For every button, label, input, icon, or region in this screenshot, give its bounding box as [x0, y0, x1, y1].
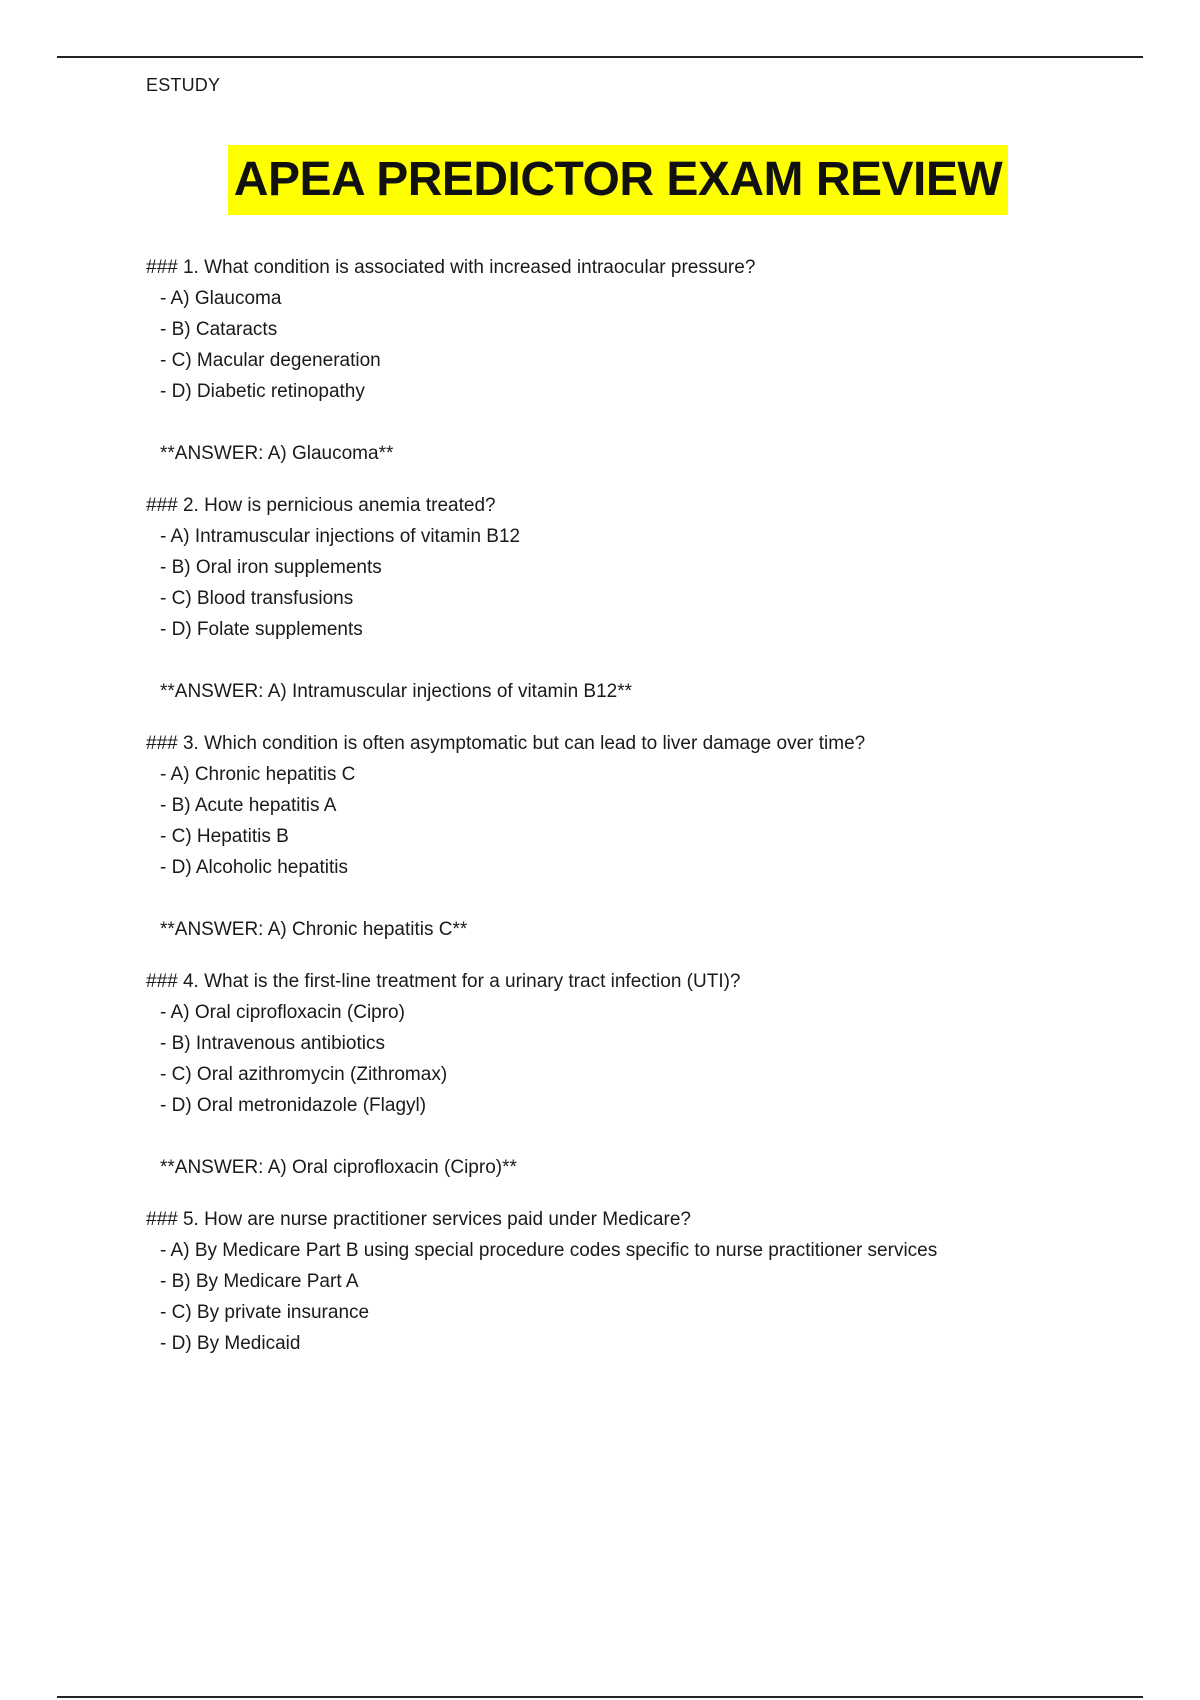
question-1: [146, 252, 1146, 469]
option-list: [146, 521, 1146, 645]
question-list: [146, 252, 1146, 1380]
question-text: ### 4. What is the first-line treatment for a urinary tract infection (UTI)?: [146, 971, 741, 992]
option-list: [146, 759, 1146, 883]
document-title: APEA PREDICTOR EXAM REVIEW: [228, 145, 1008, 215]
option-c: - C) Macular degeneration: [160, 350, 381, 371]
answer-line: **ANSWER: A) Chronic hepatitis C**: [160, 919, 468, 940]
answer-line: **ANSWER: A) Oral ciprofloxacin (Cipro)**: [160, 1157, 517, 1178]
option-c: - C) Hepatitis B: [160, 826, 289, 847]
option-d: - D) Alcoholic hepatitis: [160, 857, 348, 878]
option-d: - D) By Medicaid: [160, 1333, 301, 1354]
option-list: [146, 997, 1146, 1121]
option-c: - C) By private insurance: [160, 1302, 370, 1323]
answer-line: **ANSWER: A) Glaucoma**: [160, 443, 394, 464]
option-d: - D) Diabetic retinopathy: [160, 381, 365, 402]
question-text: ### 2. How is pernicious anemia treated?: [146, 495, 496, 516]
question-3: [146, 728, 1146, 945]
option-b: - B) By Medicare Part A: [160, 1271, 359, 1292]
question-text: ### 3. Which condition is often asymptomatic but can lead to liver damage over time?: [146, 733, 866, 754]
question-text: ### 1. What condition is associated with increased intraocular pressure?: [146, 257, 756, 278]
option-c: - C) Blood transfusions: [160, 588, 354, 609]
option-a: - A) Intramuscular injections of vitamin B12: [160, 526, 521, 547]
bottom-divider: [57, 1696, 1143, 1698]
option-b: - B) Intravenous antibiotics: [160, 1033, 385, 1054]
option-b: - B) Acute hepatitis A: [160, 795, 337, 816]
option-b: - B) Cataracts: [160, 319, 278, 340]
title-container: [0, 145, 1200, 215]
answer-line: **ANSWER: A) Intramuscular injections of vitamin B12**: [160, 681, 633, 702]
option-list: [146, 283, 1146, 407]
top-divider: [57, 56, 1143, 58]
option-a: - A) Glaucoma: [160, 288, 282, 309]
option-b: - B) Oral iron supplements: [160, 557, 382, 578]
option-c: - C) Oral azithromycin (Zithromax): [160, 1064, 448, 1085]
option-a: - A) Oral ciprofloxacin (Cipro): [160, 1002, 405, 1023]
option-d: - D) Oral metronidazole (Flagyl): [160, 1095, 427, 1116]
question-5: [146, 1204, 1146, 1359]
option-d: - D) Folate supplements: [160, 619, 363, 640]
option-list: [146, 1235, 1146, 1359]
question-2: [146, 490, 1146, 707]
option-a: - A) Chronic hepatitis C: [160, 764, 356, 785]
option-a: - A) By Medicare Part B using special procedure codes specific to nurse practitioner services: [160, 1240, 938, 1261]
header-label: ESTUDY: [146, 75, 221, 95]
question-4: [146, 966, 1146, 1183]
question-text: ### 5. How are nurse practitioner services paid under Medicare?: [146, 1209, 691, 1230]
